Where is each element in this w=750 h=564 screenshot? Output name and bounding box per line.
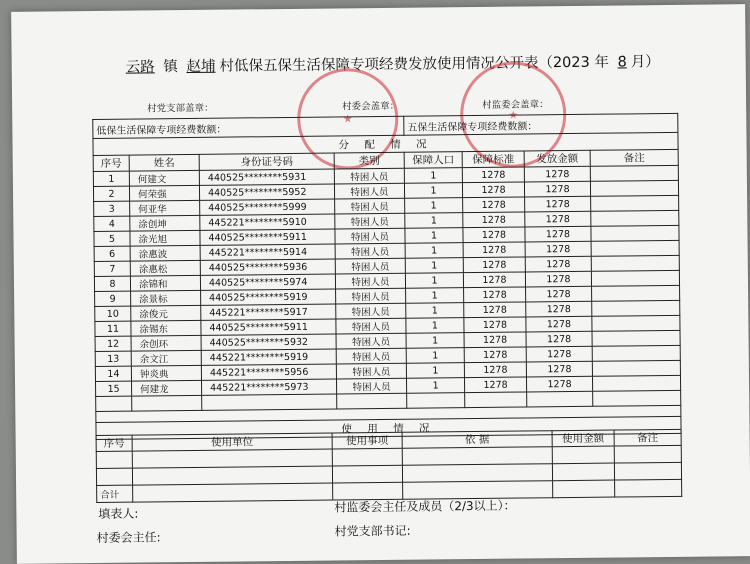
column-header: 使用金额 <box>552 430 614 447</box>
table-cell: 440525********5952 <box>199 184 334 200</box>
table-cell: 何建文 <box>129 170 199 186</box>
table-cell: 445221********5914 <box>200 244 335 260</box>
table-cell: 2 <box>93 186 129 201</box>
table-cell: 1 <box>405 198 463 214</box>
town-suffix: 镇 <box>163 59 178 76</box>
table-cell <box>552 463 614 481</box>
column-header: 备注 <box>590 149 678 166</box>
table-cell: 特困人员 <box>336 333 406 349</box>
table-cell: 4 <box>94 216 130 231</box>
table-cell: 440525********5919 <box>201 289 336 305</box>
table-cell: 440525********5931 <box>199 169 334 185</box>
table-cell: 余创环 <box>131 335 201 351</box>
table-cell: 1278 <box>463 227 525 243</box>
table-cell <box>132 395 202 411</box>
table-cell: 1 <box>405 243 463 259</box>
village-name: 赵埔 <box>186 58 216 76</box>
table-cell: 440525********5911 <box>200 229 335 245</box>
red-seal-stamp: ★ <box>460 61 567 168</box>
table-cell: 特困人员 <box>336 288 406 304</box>
table-cell: 特困人员 <box>334 168 404 184</box>
table-cell: 1278 <box>526 361 592 377</box>
table-cell <box>590 180 678 196</box>
table-cell: 特困人员 <box>335 198 405 214</box>
table-cell: 涂光旭 <box>130 230 200 246</box>
table-cell: 5 <box>94 231 130 246</box>
supervision-members-label: 村监委会主任及成员（2/3以上）： <box>334 498 516 515</box>
column-header: 身份证号码 <box>199 153 334 170</box>
table-cell: 1278 <box>463 212 525 228</box>
month-value: 8 <box>617 54 627 71</box>
title-text: 村低保五保生活保障专项经费发放使用情况公开表（2023 年 <box>219 54 610 75</box>
table-cell: 1278 <box>526 301 592 317</box>
column-header: 序号 <box>93 155 129 171</box>
table-cell: 7 <box>94 261 130 276</box>
table-cell: 1 <box>93 171 129 186</box>
table-cell: 特困人员 <box>335 273 405 289</box>
table-cell: 1278 <box>525 211 591 227</box>
column-header: 类别 <box>334 152 404 169</box>
table-cell <box>592 330 680 346</box>
table-cell: 特困人员 <box>336 348 406 364</box>
table-cell <box>465 392 527 408</box>
filler-label: 填表人: <box>98 506 139 521</box>
table-cell: 445221********5917 <box>201 304 336 320</box>
table-cell <box>337 393 407 409</box>
form-title <box>122 50 682 77</box>
table-cell <box>96 451 132 468</box>
table-cell <box>132 466 332 485</box>
table-cell: 10 <box>95 306 131 321</box>
table-cell: 1 <box>405 273 463 289</box>
column-header: 备注 <box>614 429 681 446</box>
town-name: 云路 <box>125 59 155 76</box>
disclosure-form <box>11 4 750 564</box>
table-cell: 特困人员 <box>336 378 406 394</box>
table-cell: 440525********5911 <box>201 319 336 335</box>
usage-section-title: 使 用 情 况 <box>96 416 681 439</box>
table-cell: 440525********5999 <box>200 199 335 215</box>
table-cell <box>332 465 402 483</box>
table-cell: 1278 <box>464 347 526 363</box>
table-cell <box>592 285 680 301</box>
table-cell: 1278 <box>464 302 526 318</box>
table-cell <box>592 315 680 331</box>
table-cell: 15 <box>96 381 132 396</box>
dibao-fund-label: 低保生活保障专项经费数额： <box>93 116 404 138</box>
table-cell: 3 <box>94 201 130 216</box>
table-cell: 1 <box>405 258 463 274</box>
table-cell: 1 <box>406 318 464 334</box>
table-cell <box>614 462 681 480</box>
table-cell: 余文江 <box>131 350 201 366</box>
table-cell: 何建龙 <box>132 380 202 396</box>
table-cell <box>592 360 680 376</box>
table-cell <box>96 396 132 411</box>
table-cell <box>133 483 333 502</box>
column-header: 保障人口 <box>404 152 462 169</box>
table-cell <box>591 255 679 271</box>
table-cell: 1278 <box>463 272 525 288</box>
table-cell: 14 <box>95 366 131 381</box>
distribution-table <box>92 113 681 440</box>
table-cell <box>132 449 332 468</box>
table-cell: 1 <box>406 378 464 394</box>
table-cell: 何荣强 <box>129 185 199 201</box>
table-cell <box>591 225 679 241</box>
table-cell: 1 <box>406 333 464 349</box>
table-cell: 1278 <box>526 331 592 347</box>
table-cell <box>553 480 615 498</box>
table-cell: 特困人员 <box>335 243 405 259</box>
table-cell: 合计 <box>97 485 133 502</box>
table-cell: 440525********5974 <box>200 274 335 290</box>
distribution-section-title: 分 配 情 况 <box>93 132 678 155</box>
table-cell: 涂锦和 <box>130 275 200 291</box>
party-seal-label: 村党支部盖章： <box>147 102 214 115</box>
table-cell: 1278 <box>463 197 525 213</box>
table-cell: 9 <box>95 291 131 306</box>
table-cell: 445221********5973 <box>201 379 336 395</box>
table-cell: 1278 <box>463 242 525 258</box>
table-cell: 8 <box>94 276 130 291</box>
red-seal-stamp: ★ <box>297 68 399 170</box>
table-cell: 特困人员 <box>336 363 406 379</box>
table-cell <box>592 300 680 316</box>
committee-seal-label: 村委会盖章： <box>342 100 400 113</box>
table-cell: 特困人员 <box>334 183 404 199</box>
table-cell <box>407 393 465 409</box>
table-cell: 1 <box>405 228 463 244</box>
table-cell: 特困人员 <box>336 303 406 319</box>
table-cell <box>615 479 682 497</box>
table-cell <box>527 391 593 407</box>
table-cell: 特困人员 <box>335 228 405 244</box>
table-cell: 445221********5956 <box>201 364 336 380</box>
table-cell <box>591 195 679 211</box>
table-cell: 1278 <box>525 196 591 212</box>
table-cell: 1 <box>406 348 464 364</box>
table-cell <box>402 464 552 483</box>
wubao-fund-label: 五保生活保障专项经费数额： <box>404 113 678 135</box>
table-cell: 1278 <box>524 166 590 182</box>
column-header: 保障标准 <box>462 151 524 168</box>
table-cell: 445221********5919 <box>201 349 336 365</box>
table-cell: 6 <box>94 246 130 261</box>
table-cell: 1 <box>405 213 463 229</box>
party-secretary-label: 村党支部书记: <box>334 523 411 539</box>
table-cell: 涂惠波 <box>130 245 200 261</box>
table-cell: 1278 <box>464 332 526 348</box>
table-cell: 何亚华 <box>130 200 200 216</box>
table-cell: 1 <box>406 288 464 304</box>
table-cell <box>592 345 680 361</box>
table-cell: 1278 <box>464 377 526 393</box>
table-cell: 1 <box>406 303 464 319</box>
table-cell: 1278 <box>525 241 591 257</box>
table-cell: 1278 <box>525 271 591 287</box>
table-cell: 涂创坤 <box>130 215 200 231</box>
table-cell: 12 <box>95 336 131 351</box>
column-header: 依 据 <box>402 431 552 449</box>
table-cell <box>332 448 402 466</box>
table-cell: 涂俊元 <box>131 305 201 321</box>
table-cell: 1 <box>404 183 462 199</box>
column-header: 使用单位 <box>132 433 332 451</box>
column-header: 使用事项 <box>332 432 402 449</box>
table-cell: 1278 <box>464 317 526 333</box>
committee-director-label: 村委会主任: <box>96 530 161 545</box>
table-cell <box>402 447 552 466</box>
table-cell <box>591 210 679 226</box>
table-cell: 特困人员 <box>336 318 406 334</box>
table-cell: 1278 <box>463 257 525 273</box>
table-cell: 445221********5910 <box>200 214 335 230</box>
table-cell: 涂锡东 <box>131 320 201 336</box>
table-cell: 1278 <box>525 226 591 242</box>
table-cell: 1278 <box>464 287 526 303</box>
supervision-seal-label: 村监委会盖章： <box>482 99 549 111</box>
table-cell: 1278 <box>526 316 592 332</box>
table-cell: 特困人员 <box>335 213 405 229</box>
table-cell: 1 <box>406 363 464 379</box>
table-cell: 1278 <box>526 286 592 302</box>
month-suffix: 月） <box>630 54 660 71</box>
table-cell <box>96 468 132 485</box>
table-cell: 13 <box>95 351 131 366</box>
table-cell: 涂惠松 <box>130 260 200 276</box>
table-cell <box>590 165 678 181</box>
table-cell: 11 <box>95 321 131 336</box>
column-header: 发放金额 <box>524 150 590 167</box>
table-cell <box>614 445 681 463</box>
table-cell: 1 <box>404 168 462 184</box>
column-header: 姓名 <box>129 154 199 171</box>
usage-table <box>96 429 683 503</box>
table-cell <box>591 240 679 256</box>
table-cell: 1278 <box>462 167 524 183</box>
table-cell: 1278 <box>464 362 526 378</box>
table-cell: 1278 <box>524 181 590 197</box>
table-cell: 440525********5936 <box>200 259 335 275</box>
table-cell: 1278 <box>525 256 591 272</box>
table-cell: 特困人员 <box>335 258 405 274</box>
table-cell <box>202 394 337 410</box>
table-cell <box>591 270 679 286</box>
table-cell <box>552 446 614 464</box>
table-cell: 涂景标 <box>131 290 201 306</box>
table-cell <box>593 390 681 406</box>
table-cell <box>592 375 680 391</box>
table-cell: 钟炎典 <box>131 365 201 381</box>
table-cell: 1278 <box>462 182 524 198</box>
column-header: 序号 <box>96 435 132 451</box>
table-cell: 1278 <box>526 346 592 362</box>
table-cell: 1278 <box>526 376 592 392</box>
table-cell: 440525********5932 <box>201 334 336 350</box>
